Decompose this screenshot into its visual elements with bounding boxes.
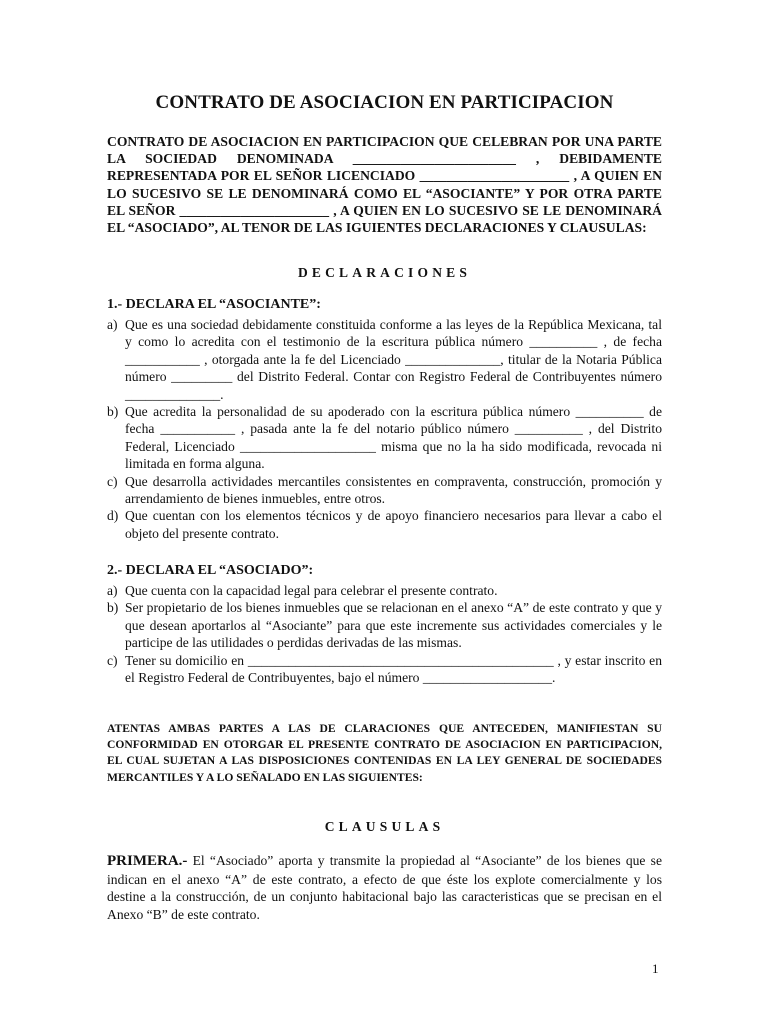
item-text: Que acredita la personalidad de su apoderado con la escritura pública número __________ de fecha ___________ , pasada ante la fe del notario público número __________ , del Distrito Federal, Licenciado ____________________ misma que no la ha sido modificada, revocada ni limitada en forma alguna. xyxy=(125,404,662,472)
primera-lead: PRIMERA.- xyxy=(107,853,188,869)
list-item xyxy=(107,582,662,599)
clausulas-heading: CLAUSULAS xyxy=(324,819,445,834)
section1-list xyxy=(107,316,662,542)
section2-heading: 2.- DECLARA EL “ASOCIADO”: xyxy=(107,563,314,578)
list-item xyxy=(107,599,662,651)
item-label: a) xyxy=(107,583,118,598)
list-item xyxy=(107,507,662,542)
section2-list xyxy=(107,582,662,686)
primera-clause xyxy=(107,852,662,923)
item-text: Que cuenta con la capacidad legal para celebrar el presente contrato. xyxy=(125,583,498,598)
list-item xyxy=(107,473,662,508)
item-label: b) xyxy=(107,404,119,420)
document-title: CONTRATO DE ASOCIACION EN PARTICIPACION xyxy=(155,92,614,113)
list-item xyxy=(107,403,662,473)
list-item xyxy=(107,652,662,687)
item-label: d) xyxy=(107,508,119,524)
item-text: Que cuentan con los elementos técnicos y de apoyo financiero necesarios para llevar a cabo el objeto del presente contrato. xyxy=(125,508,662,541)
section1-heading: 1.- DECLARA EL “ASOCIANTE”: xyxy=(107,297,321,312)
item-text: Tener su domicilio en _____________________________________________ , y estar inscrito en el Registro Federal de Contribuyentes, bajo el número ___________________. xyxy=(125,652,662,686)
item-label: b) xyxy=(107,600,119,616)
intro-paragraph: CONTRATO DE ASOCIACION EN PARTICIPACION QUE CELEBRAN POR UNA PARTE LA SOCIEDAD DENOMINADA ________________________ , DEBIDAMENTE REPRESENTADA POR EL SEÑOR LICENCIADO ______________________ , A QUIEN EN LO SUCESIVO SE LE DENOMINARÁ COMO EL “ASOCIANTE” Y POR OTRA PARTE EL SEÑOR ______________________ , A QUIEN EN LO SUCESIVO SE LE DENOMINARÁ EL “ASOCIADO”, AL TENOR DE LAS IGUIENTES DECLARACIONES Y CLAUSULAS: xyxy=(107,134,662,236)
list-item xyxy=(107,316,662,403)
item-label: a) xyxy=(107,317,118,332)
item-text: Ser propietario de los bienes inmuebles que se relacionan en el anexo “A” de este contrato y que y que desean aportarlos al “Asociante” para que este incremente sus actividades comerciales y le participe de las utilidades o perdidas derivadas de las mismas. xyxy=(125,600,662,651)
item-label: c) xyxy=(107,473,118,489)
atentas-paragraph: ATENTAS AMBAS PARTES A LAS DE CLARACIONES QUE ANTECEDEN, MANIFIESTAN SU CONFORMIDAD EN OTORGAR EL PRESENTE CONTRATO DE ASOCIACION EN PARTICIPACION, EL CUAL SUJETAN A LAS DISPOSICIONES CONTENIDAS EN LA LEY GENERAL DE SOCIEDADES MERCANTILES Y A LO SEÑALADO EN LAS SIGUIENTES: xyxy=(107,722,662,784)
primera-text: El “Asociado” aporta y transmite la propiedad al “Asociante” de los bienes que se indican en el anexo “A” de este contrato, a efecto de que éste los explote comercialmente y los destine a la construcción, de un conjunto habitacional bajo las caracteristicas que se precisan en el Anexo “B” de este contrato. xyxy=(107,853,662,922)
page-number: 1 xyxy=(652,961,659,976)
item-text: Que desarrolla actividades mercantiles consistentes en compraventa, construcción, promoción y arrendamiento de bienes inmuebles, entre otros. xyxy=(125,473,662,507)
declaraciones-heading: DECLARACIONES xyxy=(297,265,472,280)
item-text: Que es una sociedad debidamente constituida conforme a las leyes de la República Mexicana, tal y como lo acredita con el testimonio de la escritura pública número __________ , de fecha ___________ , otorgada ante la fe del Licenciado ______________, titular de la Notaria Pública número _________ del Distrito Federal. Contar con Registro Federal de Contribuyentes número ______________. xyxy=(125,317,662,402)
item-label: c) xyxy=(107,652,118,668)
